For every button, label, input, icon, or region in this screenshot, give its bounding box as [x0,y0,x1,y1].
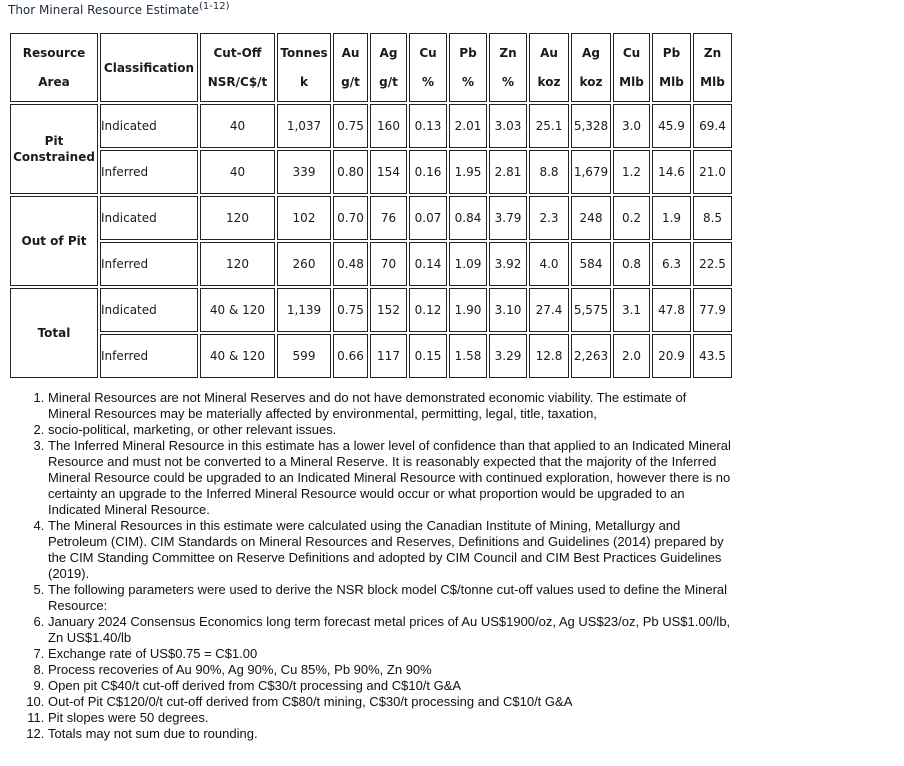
footnote-item: 4. The Mineral Resources in this estimate were calculated using the Canadian Institute of Mining, Metallurgy and Petroleum (CIM). CIM Standards on Mineral Resources and Reserves, Definitions and Guidelines (2014) prepared by the CIM Standing Committee on Reserve Definitions and adopted by CIM Council and CIM Best Practices Guidelines (2019). [48,518,732,582]
value-cell: 40 & 120 [200,334,275,378]
header-line: g/t [341,74,360,89]
table-row [10,334,732,378]
header-line: Classification [103,60,195,75]
header-line: k [300,74,308,89]
value-cell: 1.09 [449,242,487,286]
value-cell: 599 [277,334,331,378]
column-header [277,33,331,102]
column-header [652,33,691,102]
classification-cell: Inferred [100,334,198,378]
footnote-item: 2. socio-political, marketing, or other relevant issues. [48,422,732,438]
value-cell: 339 [277,150,331,194]
footnote-item: 10. Out-of Pit C$120/0/t cut-off derived from C$80/t mining, C$30/t processing and C$10/t G&A [48,694,732,710]
header-line: % [461,74,475,89]
resource-area-cell: Total [10,288,98,378]
header-line: Mlb [659,74,684,89]
value-cell: 3.29 [489,334,527,378]
header-line: % [501,74,515,89]
value-cell: 0.75 [333,104,368,148]
header-line: Area [38,74,70,89]
value-cell: 0.8 [613,242,650,286]
value-cell: 0.75 [333,288,368,332]
resource-area-cell: Out of Pit [10,196,98,286]
value-cell: 0.48 [333,242,368,286]
value-cell: 8.8 [529,150,569,194]
footnote-item: 12. Totals may not sum due to rounding. [48,726,732,742]
value-cell: 2.01 [449,104,487,148]
table-row [10,196,732,240]
value-cell: 0.16 [409,150,447,194]
classification-cell: Indicated [100,104,198,148]
value-cell: 120 [200,196,275,240]
value-cell: 1.90 [449,288,487,332]
value-cell: 1,679 [571,150,611,194]
header-line: Ag [379,45,398,60]
classification-cell: Indicated [100,196,198,240]
header-line: Au [341,45,360,60]
header-line: Resource [22,45,86,60]
value-cell: 40 [200,150,275,194]
header-line: Zn [703,45,722,60]
footnote-item: 3. The Inferred Mineral Resource in this estimate has a lower level of confidence than that applied to an Indicated Mineral Resource and must not be converted to a Mineral Reserve. It is reasonably expected that the majority of the Inferred Mineral Resource could be upgraded to an Indicated Mineral Resource with continued exploration, however there is no certainty an upgrade to the Inferred Mineral Resource would occur or what proportion would be upgraded to an Indicated Mineral Resource. [48,438,732,518]
value-cell: 20.9 [652,334,691,378]
resource-area-cell: Pit Constrained [10,104,98,194]
value-cell: 0.15 [409,334,447,378]
value-cell: 22.5 [693,242,732,286]
title-text: Thor Mineral Resource Estimate [8,3,199,17]
table-row [10,104,732,148]
header-line: Ag [582,45,600,60]
value-cell: 8.5 [693,196,732,240]
value-cell: 70 [370,242,407,286]
value-cell: 12.8 [529,334,569,378]
footnote-item: 9. Open pit C$40/t cut-off derived from C$30/t processing and C$10/t G&A [48,678,732,694]
value-cell: 1,139 [277,288,331,332]
column-header [489,33,527,102]
value-cell: 6.3 [652,242,691,286]
value-cell: 1.58 [449,334,487,378]
value-cell: 1,037 [277,104,331,148]
value-cell: 0.80 [333,150,368,194]
classification-cell: Indicated [100,288,198,332]
header-line: Au [540,45,558,60]
value-cell: 260 [277,242,331,286]
column-header [529,33,569,102]
value-cell: 3.03 [489,104,527,148]
value-cell: 0.14 [409,242,447,286]
value-cell: 154 [370,150,407,194]
value-cell: 5,328 [571,104,611,148]
classification-cell: Inferred [100,150,198,194]
column-header [10,33,98,102]
value-cell: 584 [571,242,611,286]
value-cell: 27.4 [529,288,569,332]
header-line: NSR/C$/t [207,74,268,89]
column-header [613,33,650,102]
header-line: koz [579,74,603,89]
header-line: Cu [419,45,437,60]
value-cell: 2.81 [489,150,527,194]
value-cell: 152 [370,288,407,332]
footnote-item: 1. Mineral Resources are not Mineral Reserves and do not have demonstrated economic viability. The estimate of Mineral Resources may be materially affected by environmental, permitting, legal, title, taxation, [48,390,732,422]
header-line: Tonnes [280,45,328,60]
value-cell: 21.0 [693,150,732,194]
value-cell: 14.6 [652,150,691,194]
value-cell: 0.70 [333,196,368,240]
column-header [333,33,368,102]
header-line: Mlb [619,74,644,89]
value-cell: 40 [200,104,275,148]
header-line: Mlb [700,74,725,89]
value-cell: 2.3 [529,196,569,240]
value-cell: 2,263 [571,334,611,378]
value-cell: 25.1 [529,104,569,148]
header-line: % [421,74,435,89]
header-line: Pb [459,45,477,60]
value-cell: 160 [370,104,407,148]
value-cell: 1.95 [449,150,487,194]
value-cell: 102 [277,196,331,240]
column-header [100,33,198,102]
footnote-item: 6. January 2024 Consensus Economics long term forecast metal prices of Au US$1900/oz, Ag US$23/oz, Pb US$1.00/lb, Zn US$1.40/lb [48,614,732,646]
resource-table [8,31,734,380]
footnote-item: 11. Pit slopes were 50 degrees. [48,710,732,726]
value-cell: 1.9 [652,196,691,240]
value-cell: 69.4 [693,104,732,148]
value-cell: 3.0 [613,104,650,148]
classification-cell: Inferred [100,242,198,286]
title-footnote-ref: (1-12) [199,1,230,12]
header-line: g/t [379,74,398,89]
value-cell: 76 [370,196,407,240]
footnote-item: 5. The following parameters were used to derive the NSR block model C$/tonne cut-off values used to define the Mineral Resource: [48,582,732,614]
value-cell: 0.13 [409,104,447,148]
value-cell: 47.8 [652,288,691,332]
value-cell: 1.2 [613,150,650,194]
value-cell: 3.92 [489,242,527,286]
header-line: koz [537,74,561,89]
value-cell: 117 [370,334,407,378]
value-cell: 40 & 120 [200,288,275,332]
value-cell: 0.2 [613,196,650,240]
value-cell: 45.9 [652,104,691,148]
header-line: Cut-Off [213,45,262,60]
table-row [10,150,732,194]
footnotes-list [22,390,732,742]
value-cell: 0.66 [333,334,368,378]
column-header [200,33,275,102]
value-cell: 0.07 [409,196,447,240]
value-cell: 3.10 [489,288,527,332]
value-cell: 43.5 [693,334,732,378]
header-line: Zn [499,45,517,60]
header-row [10,33,732,102]
value-cell: 248 [571,196,611,240]
column-header [571,33,611,102]
column-header [370,33,407,102]
column-header [449,33,487,102]
value-cell: 0.84 [449,196,487,240]
value-cell: 77.9 [693,288,732,332]
value-cell: 2.0 [613,334,650,378]
header-line: Pb [662,45,681,60]
column-header [693,33,732,102]
value-cell: 120 [200,242,275,286]
header-line: Cu [622,45,641,60]
table-row [10,242,732,286]
value-cell: 3.1 [613,288,650,332]
value-cell: 0.12 [409,288,447,332]
footnote-item: 7. Exchange rate of US$0.75 = C$1.00 [48,646,732,662]
footnote-item: 8. Process recoveries of Au 90%, Ag 90%, Cu 85%, Pb 90%, Zn 90% [48,662,732,678]
value-cell: 5,575 [571,288,611,332]
column-header [409,33,447,102]
table-row [10,288,732,332]
value-cell: 4.0 [529,242,569,286]
value-cell: 3.79 [489,196,527,240]
page-title [8,1,230,17]
